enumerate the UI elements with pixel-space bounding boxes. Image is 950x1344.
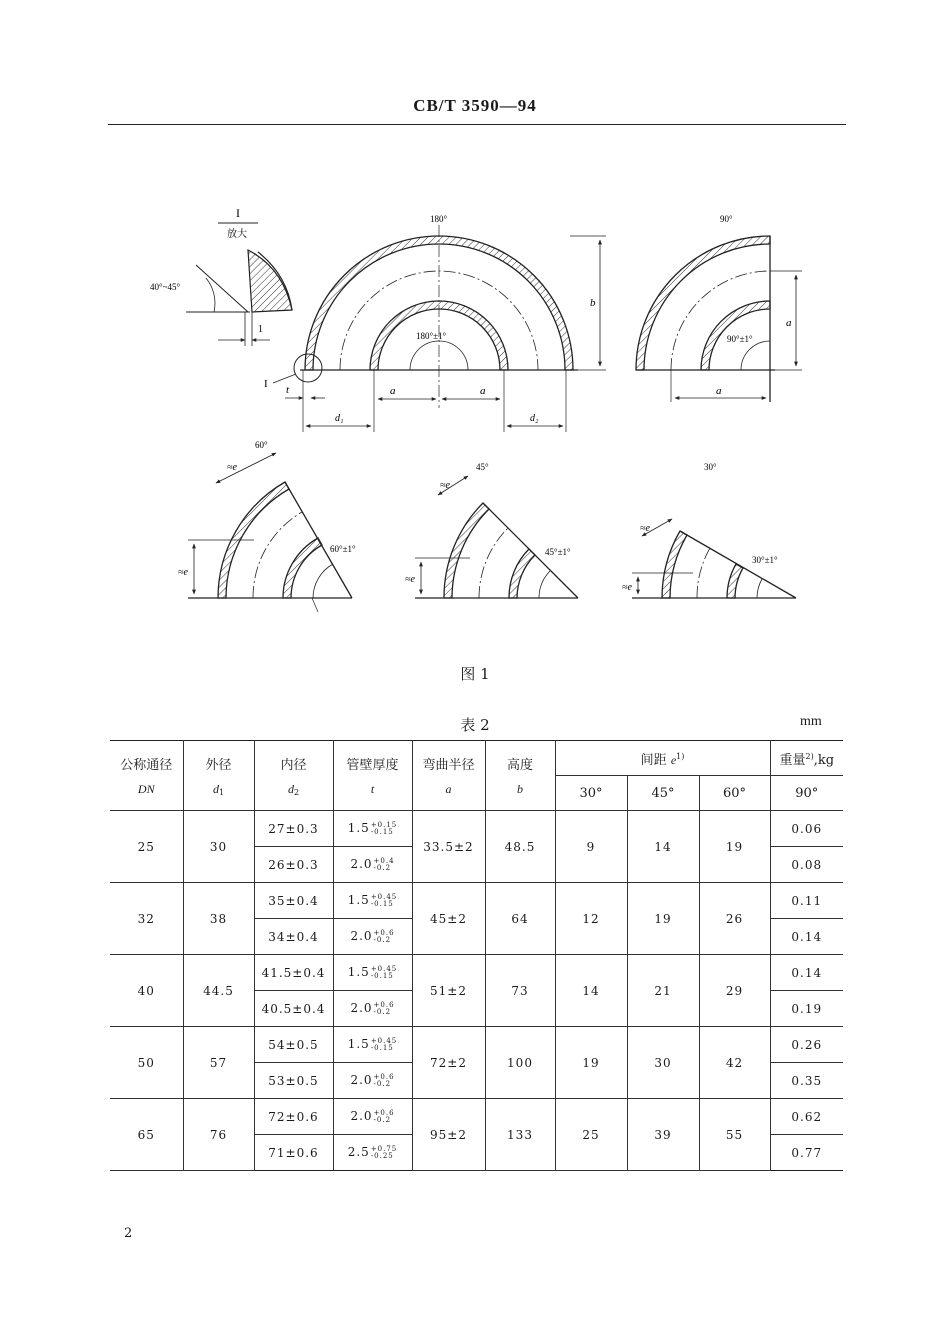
cell-dn: 25 xyxy=(110,811,183,883)
header-id xyxy=(254,741,333,811)
wall-value: 1.5 xyxy=(347,1037,370,1052)
tolerance-lower: -0.15 xyxy=(370,899,394,908)
cell-id: 54±0.5 xyxy=(254,1027,333,1063)
cell-wall-thickness xyxy=(333,991,412,1027)
label-30-e2: ≈e xyxy=(622,582,632,593)
figure-caption: 图 1 xyxy=(460,665,490,683)
table-row xyxy=(110,883,843,919)
detail-label: 放大 xyxy=(227,229,247,240)
header-deg90: 90° xyxy=(770,776,843,811)
label-90-a-h: a xyxy=(716,385,722,397)
cell-id: 41.5±0.4 xyxy=(254,955,333,991)
cell-id: 53±0.5 xyxy=(254,1063,333,1099)
header-id-sub: 2 xyxy=(293,788,300,797)
cell-weight-90: 0.62 xyxy=(770,1099,843,1135)
cell-height: 73 xyxy=(485,955,555,1027)
cell-e45: 30 xyxy=(627,1027,699,1099)
label-90-title: 90° xyxy=(720,214,733,224)
cell-od: 57 xyxy=(183,1027,254,1099)
cell-weight-90: 0.08 xyxy=(770,847,843,883)
wall-tolerance xyxy=(374,1110,395,1124)
detail-mark: I xyxy=(236,206,240,220)
cell-e45: 14 xyxy=(627,811,699,883)
cell-weight-90: 0.19 xyxy=(770,991,843,1027)
cell-wall-thickness xyxy=(333,811,412,847)
label-60-e1: ≈e xyxy=(227,462,237,473)
label-45-e2: ≈e xyxy=(405,574,415,585)
label-45-angle: 45°±1° xyxy=(545,547,571,557)
elbow-90-drawing xyxy=(636,214,802,402)
cell-wall-thickness xyxy=(333,1099,412,1135)
header-id-symbol: d xyxy=(287,782,294,796)
header-deg60: 60° xyxy=(699,776,770,811)
cell-wall-thickness xyxy=(333,883,412,919)
wall-value: 2.5 xyxy=(347,1145,370,1160)
cell-height: 133 xyxy=(485,1099,555,1171)
table-row xyxy=(110,1099,843,1135)
page-number: 2 xyxy=(124,1226,133,1241)
header-dn-symbol: DN xyxy=(137,782,155,796)
elbow-60-drawing xyxy=(178,440,356,612)
tolerance-lower: -0.15 xyxy=(370,827,394,836)
cell-od: 44.5 xyxy=(183,955,254,1027)
label-30-e1: ≈e xyxy=(640,523,650,534)
wall-tolerance xyxy=(374,1074,395,1088)
tolerance-upper: +0.45 xyxy=(370,964,398,973)
label-d1: d₁ xyxy=(335,413,344,424)
label-180-title: 180° xyxy=(430,214,448,224)
wall-tolerance xyxy=(371,822,397,836)
label-a-left: a xyxy=(390,385,396,397)
cell-id: 71±0.6 xyxy=(254,1135,333,1171)
tolerance-upper: +0.15 xyxy=(370,820,398,829)
cell-height: 48.5 xyxy=(485,811,555,883)
cell-wall-thickness xyxy=(333,955,412,991)
cell-weight-90: 0.26 xyxy=(770,1027,843,1063)
label-60-title: 60° xyxy=(255,440,268,450)
cell-wall-thickness xyxy=(333,847,412,883)
cell-id: 40.5±0.4 xyxy=(254,991,333,1027)
cell-od: 30 xyxy=(183,811,254,883)
tolerance-upper: +0.45 xyxy=(370,892,398,901)
header-height xyxy=(485,741,555,811)
cell-weight-90: 0.14 xyxy=(770,955,843,991)
cell-e60: 55 xyxy=(699,1099,770,1171)
wall-tolerance xyxy=(371,894,397,908)
header-weight-unit: ,kg xyxy=(813,752,835,768)
label-45-e1: ≈e xyxy=(440,480,450,491)
tolerance-lower: -0.2 xyxy=(373,1007,392,1016)
cell-wall-thickness xyxy=(333,1135,412,1171)
label-30-title: 30° xyxy=(704,462,717,472)
cell-dn: 32 xyxy=(110,883,183,955)
header-height-symbol: b xyxy=(517,782,523,796)
cell-dn: 50 xyxy=(110,1027,183,1099)
tolerance-lower: -0.2 xyxy=(373,935,392,944)
cell-e30: 12 xyxy=(555,883,627,955)
cell-wall-thickness xyxy=(333,1063,412,1099)
cell-e60: 19 xyxy=(699,811,770,883)
header-id-label: 内径 xyxy=(280,758,307,773)
header-wall-symbol: t xyxy=(370,782,375,796)
header-weight-label: 重量 xyxy=(779,752,806,768)
tolerance-upper: +0.45 xyxy=(370,1036,398,1045)
label-t: t xyxy=(286,384,290,396)
header-spacing-note: 1) xyxy=(676,751,685,761)
table-unit: mm xyxy=(800,714,822,729)
cell-radius: 45±2 xyxy=(412,883,485,955)
label-90-a-v: a xyxy=(786,317,792,329)
label-180-mark: I xyxy=(264,378,268,390)
detail-angle: 40°~45° xyxy=(150,282,181,292)
cell-id: 26±0.3 xyxy=(254,847,333,883)
header-spacing xyxy=(555,741,770,776)
header-deg30: 30° xyxy=(555,776,627,811)
table-row xyxy=(110,811,843,847)
header-od xyxy=(183,741,254,811)
label-a-right: a xyxy=(480,385,486,397)
wall-value: 1.5 xyxy=(347,965,370,980)
page-header xyxy=(0,96,950,126)
wall-tolerance xyxy=(374,930,395,944)
detail-gap: 1 xyxy=(258,324,263,335)
table-title: 表 2 xyxy=(460,716,490,734)
label-60-angle: 60°±1° xyxy=(330,544,356,554)
header-od-sub: 1 xyxy=(218,788,225,797)
elbow-30-drawing xyxy=(622,462,796,598)
tolerance-upper: +0.6 xyxy=(373,928,395,937)
cell-radius: 95±2 xyxy=(412,1099,485,1171)
header-wall-label: 管壁厚度 xyxy=(346,758,399,773)
header-radius xyxy=(412,741,485,811)
wall-tolerance xyxy=(371,966,397,980)
wall-value: 2.0 xyxy=(350,857,373,872)
cell-weight-90: 0.06 xyxy=(770,811,843,847)
elbow-45-drawing xyxy=(405,462,578,598)
tolerance-upper: +0.4 xyxy=(373,856,395,865)
cell-od: 76 xyxy=(183,1099,254,1171)
wall-value: 1.5 xyxy=(347,821,370,836)
wall-tolerance xyxy=(371,1038,397,1052)
cell-e30: 19 xyxy=(555,1027,627,1099)
tolerance-upper: +0.6 xyxy=(373,1108,395,1117)
cell-od: 38 xyxy=(183,883,254,955)
cell-e60: 26 xyxy=(699,883,770,955)
header-wall xyxy=(333,741,412,811)
table-row xyxy=(110,955,843,991)
tolerance-lower: -0.15 xyxy=(370,971,394,980)
label-45-title: 45° xyxy=(476,462,489,472)
tolerance-upper: +0.6 xyxy=(373,1072,395,1081)
wall-tolerance xyxy=(374,1002,395,1016)
wall-tolerance xyxy=(371,1146,397,1160)
elbow-180-drawing xyxy=(264,214,606,432)
header-radius-label: 弯曲半径 xyxy=(422,758,475,773)
cell-e30: 9 xyxy=(555,811,627,883)
cell-id: 35±0.4 xyxy=(254,883,333,919)
cell-e45: 39 xyxy=(627,1099,699,1171)
label-180-inner-angle: 180°±1° xyxy=(416,331,447,341)
label-d2: d₂ xyxy=(530,413,539,424)
header-row-1 xyxy=(110,741,843,776)
header-dn-label: 公称通径 xyxy=(120,758,173,773)
cell-radius: 33.5±2 xyxy=(412,811,485,883)
tolerance-lower: -0.15 xyxy=(370,1043,394,1052)
cell-e60: 42 xyxy=(699,1027,770,1099)
cell-id: 72±0.6 xyxy=(254,1099,333,1135)
cell-e60: 29 xyxy=(699,955,770,1027)
cell-id: 34±0.4 xyxy=(254,919,333,955)
wall-value: 2.0 xyxy=(350,929,373,944)
cell-id: 27±0.3 xyxy=(254,811,333,847)
tolerance-upper: +0.6 xyxy=(373,1000,395,1009)
tolerance-lower: -0.2 xyxy=(373,1115,392,1124)
standard-code: CB/T 3590—94 xyxy=(413,96,537,115)
cell-dn: 65 xyxy=(110,1099,183,1171)
header-radius-symbol: a xyxy=(445,782,452,796)
cell-e45: 21 xyxy=(627,955,699,1027)
cell-e45: 19 xyxy=(627,883,699,955)
header-rule xyxy=(108,124,846,125)
label-90-inner-angle: 90°±1° xyxy=(727,334,753,344)
cell-wall-thickness xyxy=(333,919,412,955)
cell-dn: 40 xyxy=(110,955,183,1027)
elbow-spec-table xyxy=(110,740,843,1171)
wall-value: 2.0 xyxy=(350,1073,373,1088)
wall-value: 2.0 xyxy=(350,1109,373,1124)
header-spacing-symbol: e xyxy=(670,752,677,767)
wall-value: 2.0 xyxy=(350,1001,373,1016)
wall-tolerance xyxy=(374,858,395,872)
cell-height: 100 xyxy=(485,1027,555,1099)
header-spacing-label: 间距 xyxy=(640,752,667,768)
header-od-symbol: d xyxy=(212,782,219,796)
cell-weight-90: 0.77 xyxy=(770,1135,843,1171)
header-od-label: 外径 xyxy=(205,758,232,773)
cell-wall-thickness xyxy=(333,1027,412,1063)
header-weight xyxy=(770,741,843,776)
tolerance-upper: +0.75 xyxy=(370,1144,398,1153)
label-60-e2: ≈e xyxy=(178,567,188,578)
cell-weight-90: 0.11 xyxy=(770,883,843,919)
header-weight-note: 2) xyxy=(805,751,814,761)
wall-value: 1.5 xyxy=(347,893,370,908)
table-row xyxy=(110,1027,843,1063)
header-deg45: 45° xyxy=(627,776,699,811)
cell-weight-90: 0.35 xyxy=(770,1063,843,1099)
cell-radius: 51±2 xyxy=(412,955,485,1027)
cell-height: 64 xyxy=(485,883,555,955)
label-b: b xyxy=(590,297,596,309)
cell-e30: 25 xyxy=(555,1099,627,1171)
cell-radius: 72±2 xyxy=(412,1027,485,1099)
tolerance-lower: -0.2 xyxy=(373,1079,392,1088)
header-height-label: 高度 xyxy=(506,758,533,773)
tolerance-lower: -0.25 xyxy=(370,1151,394,1160)
detail-view-i xyxy=(150,206,292,346)
tolerance-lower: -0.2 xyxy=(373,863,392,872)
label-30-angle: 30°±1° xyxy=(752,555,778,565)
cell-e30: 14 xyxy=(555,955,627,1027)
header-dn xyxy=(110,741,183,811)
cell-weight-90: 0.14 xyxy=(770,919,843,955)
elbow-drawings-figure xyxy=(0,150,950,650)
